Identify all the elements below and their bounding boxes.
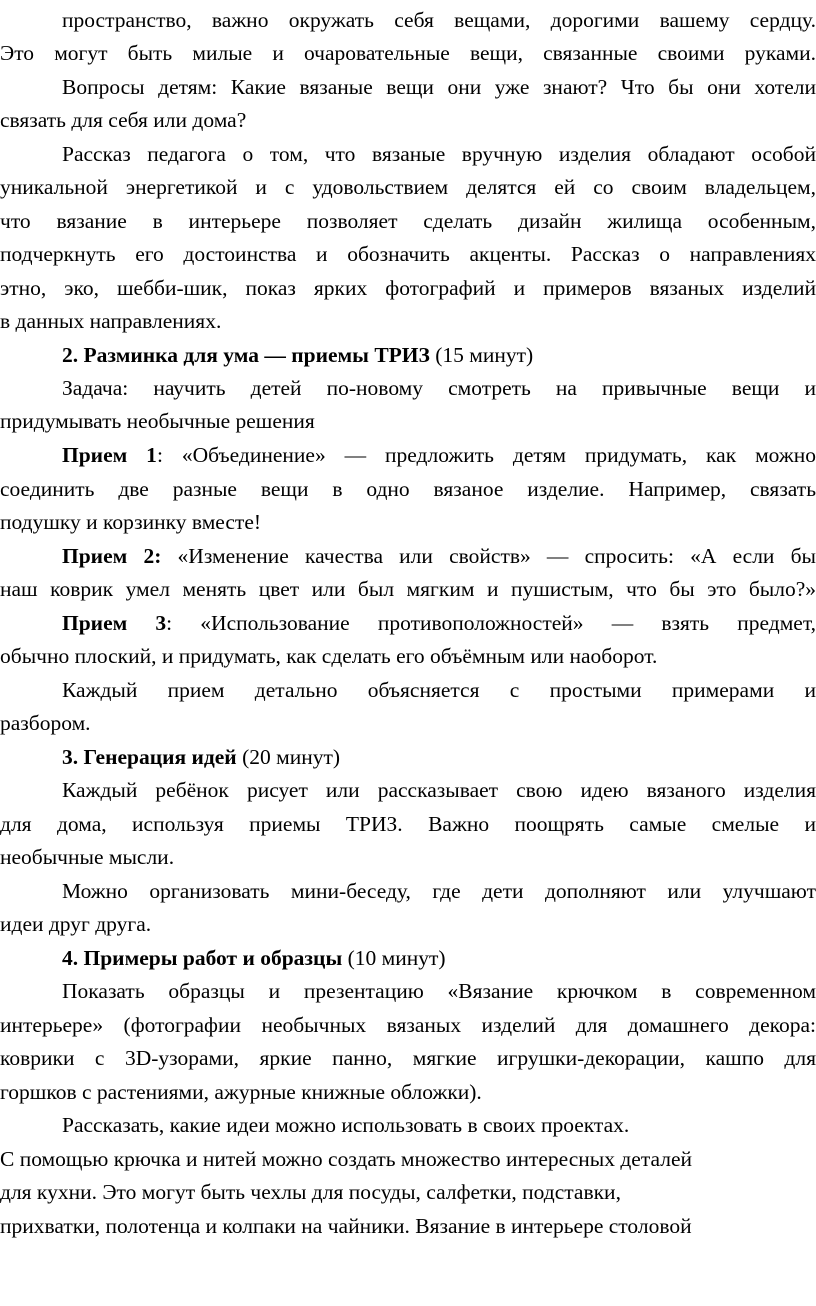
paragraph-line xyxy=(0,707,816,739)
text-line: придумывать необычные решения xyxy=(0,409,315,433)
section-heading xyxy=(0,339,816,371)
text-line: Вопросы детям: Какие вязаные вещи они уже знают? Что бы они хотели xyxy=(62,75,816,99)
section-heading-bold: 3. Генерация идей xyxy=(62,745,237,769)
text-line: Задача: научить детей по-новому смотреть на привычные вещи и xyxy=(62,376,816,400)
text-line: в данных направлениях. xyxy=(0,309,222,333)
section-duration: (10 минут) xyxy=(342,946,446,970)
text-line: уникальной энергетикой и с удовольствием делятся ей со своим владельцем, xyxy=(0,175,816,199)
paragraph-line xyxy=(0,640,816,672)
text-line xyxy=(62,540,816,572)
text-line: Это могут быть милые и очаровательные вещи, связанные своими руками. xyxy=(0,41,816,65)
paragraph-line xyxy=(0,104,816,136)
text-fragment: : «Использование противоположностей» — взять предмет, xyxy=(166,611,816,635)
text-line: интерьере» (фотографии необычных вязаных изделий для домашнего декора: xyxy=(0,1013,816,1037)
text-line: связать для себя или дома? xyxy=(0,108,247,132)
paragraph-line xyxy=(0,1076,816,1108)
paragraph-line xyxy=(0,1009,816,1041)
paragraph-line xyxy=(0,205,816,237)
text-line: разбором. xyxy=(0,711,91,735)
text-line: идеи друг друга. xyxy=(0,912,152,936)
text-line: пространство, важно окружать себя вещами, дорогими вашему сердцу. xyxy=(62,8,816,32)
paragraph-line xyxy=(0,506,816,538)
text-fragment: : «Объединение» — предложить детям придумать, как можно xyxy=(156,443,816,467)
paragraph-line xyxy=(0,808,816,840)
section-heading-bold: 2. Разминка для ума — приемы ТРИЗ xyxy=(62,343,430,367)
technique-label: Прием 3 xyxy=(62,611,167,635)
paragraph-line xyxy=(0,607,816,639)
paragraph-line xyxy=(0,1176,816,1208)
paragraph-line xyxy=(0,37,816,69)
section-duration: (20 минут) xyxy=(236,745,341,769)
paragraph-line xyxy=(0,71,816,103)
technique-label: Прием 1 xyxy=(62,443,157,467)
paragraph-line xyxy=(0,875,816,907)
paragraph-line xyxy=(0,774,816,806)
paragraph-line xyxy=(0,473,816,505)
paragraph-line xyxy=(0,908,816,940)
text-line: соединить две разные вещи в одно вязаное изделие. Например, связать xyxy=(0,477,816,501)
section-duration: (15 минут) xyxy=(429,343,534,367)
paragraph-line xyxy=(0,1042,816,1074)
text-line: Показать образцы и презентацию «Вязание крючком в современном xyxy=(62,979,816,1003)
text-line: Каждый ребёнок рисует или рассказывает свою идею вязаного изделия xyxy=(62,778,816,802)
text-line: наш коврик умел менять цвет или был мягким и пушистым, что бы это было?» xyxy=(0,577,816,601)
section-heading-text xyxy=(62,741,340,773)
paragraph-line xyxy=(0,372,816,404)
text-line: Каждый прием детально объясняется с простыми примерами и xyxy=(62,678,816,702)
paragraph-line xyxy=(0,272,816,304)
text-line: для дома, используя приемы ТРИЗ. Важно поощрять самые смелые и xyxy=(0,812,816,836)
paragraph-line xyxy=(0,138,816,170)
text-line: Рассказать, какие идеи можно использовать в своих проектах. xyxy=(62,1113,630,1137)
section-heading-text xyxy=(62,339,533,371)
text-line: этно, эко, шебби-шик, показ ярких фотографий и примеров вязаных изделий xyxy=(0,276,816,300)
technique-label: Прием 2: xyxy=(62,544,162,568)
section-heading xyxy=(0,942,816,974)
paragraph-line xyxy=(0,841,816,873)
paragraph-line xyxy=(0,405,816,437)
paragraph-line xyxy=(0,1109,816,1141)
paragraph-line xyxy=(0,439,816,471)
text-line: обычно плоский, и придумать, как сделать его объёмным или наоборот. xyxy=(0,644,658,668)
text-line: для кухни. Это могут быть чехлы для посуды, салфетки, подставки, xyxy=(0,1180,621,1204)
text-line: подушку и корзинку вместе! xyxy=(0,510,262,534)
text-line: Можно организовать мини-беседу, где дети дополняют или улучшают xyxy=(62,879,816,903)
paragraph-line xyxy=(0,674,816,706)
text-line: необычные мысли. xyxy=(0,845,175,869)
text-line: горшков с растениями, ажурные книжные обложки). xyxy=(0,1080,482,1104)
paragraph-line xyxy=(0,305,816,337)
paragraph-line xyxy=(0,238,816,270)
paragraph-line xyxy=(0,171,816,203)
text-line: прихватки, полотенца и колпаки на чайники. Вязание в интерьере столовой xyxy=(0,1214,692,1238)
text-line: подчеркнуть его достоинства и обозначить акценты. Рассказ о направлениях xyxy=(0,242,816,266)
text-line: Рассказ педагога о том, что вязаные вручную изделия обладают особой xyxy=(62,142,816,166)
section-heading-text xyxy=(62,942,446,974)
text-line: коврики с 3D-узорами, яркие панно, мягкие игрушки-декорации, кашпо для xyxy=(0,1046,816,1070)
text-line: С помощью крючка и нитей можно создать множество интересных деталей xyxy=(0,1147,693,1171)
paragraph-line xyxy=(0,1143,816,1175)
paragraph-line xyxy=(0,540,816,572)
text-line xyxy=(62,607,816,639)
text-line xyxy=(62,439,816,471)
section-heading-bold: 4. Примеры работ и образцы xyxy=(62,946,343,970)
text-fragment: «Изменение качества или свойств» — спросить: «А если бы xyxy=(161,544,816,568)
paragraph-line xyxy=(0,975,816,1007)
section-heading xyxy=(0,741,816,773)
text-line: что вязание в интерьере позволяет сделать дизайн жилища особенным, xyxy=(0,209,816,233)
paragraph-line xyxy=(0,4,816,36)
paragraph-line xyxy=(0,573,816,605)
